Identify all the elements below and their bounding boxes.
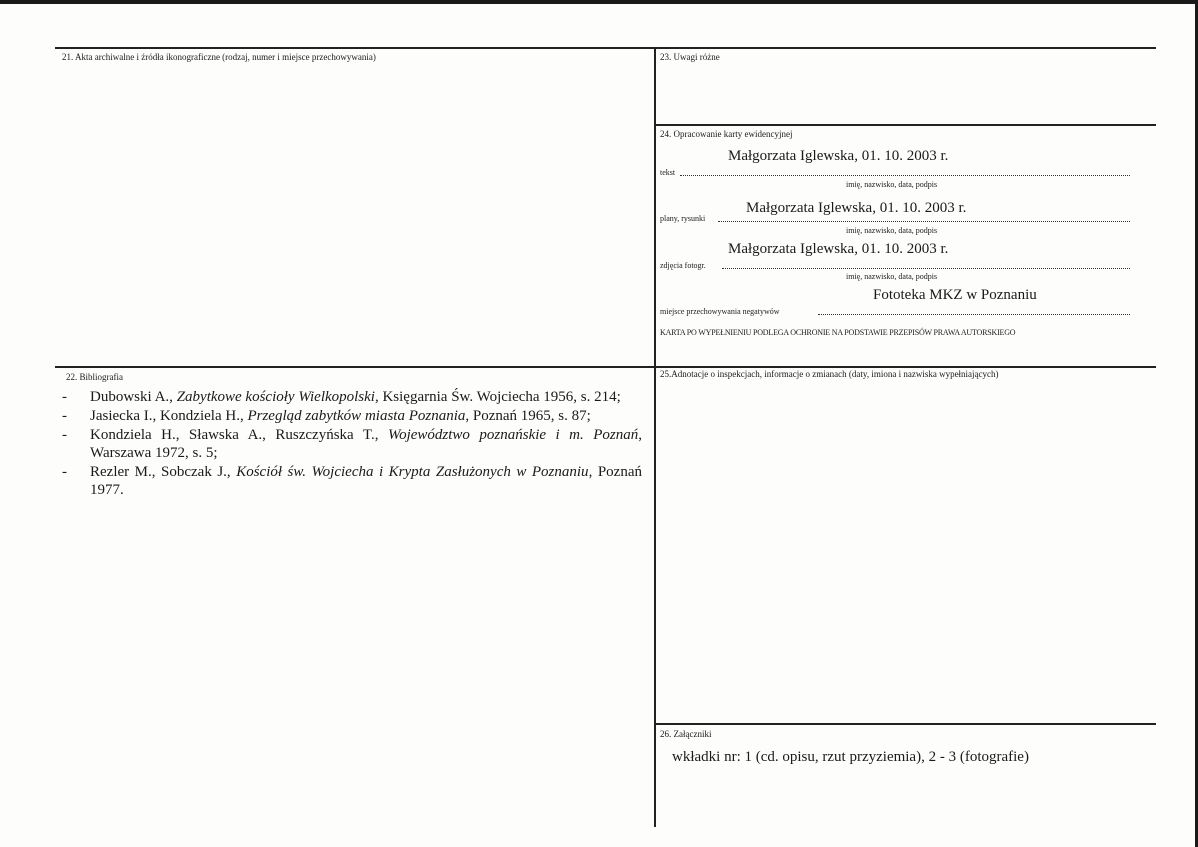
section24-photos-dotline bbox=[722, 268, 1130, 269]
section24-copyright-notice: KARTA PO WYPEŁNIENIU PODLEGA OCHRONIE NA PODSTAWIE PRZEPISÓW PRAWA AUTORSKIEGO bbox=[660, 328, 1016, 337]
section24-photos-caption: imię, nazwisko, data, podpis bbox=[846, 272, 938, 281]
section24-text-caption: imię, nazwisko, data, podpis bbox=[846, 180, 938, 189]
section24-plans-value: Małgorzata Iglewska, 01. 10. 2003 r. bbox=[746, 200, 967, 216]
section24-negatives-value: Fototeka MKZ w Poznaniu bbox=[873, 287, 1037, 303]
section24-photos-value: Małgorzata Iglewska, 01. 10. 2003 r. bbox=[728, 241, 949, 257]
section24-text-label: tekst bbox=[660, 168, 676, 177]
section24-text-dotline bbox=[680, 175, 1130, 176]
bibliography-item: - Rezler M., Sobczak J., Kościół św. Wojciecha i Krypta Zasłużonych w Poznaniu, Poznań 1977. bbox=[62, 464, 642, 498]
section24-label: 24. Opracowanie karty ewidencyjnej bbox=[660, 129, 793, 139]
section25-label: 25.Adnotacje o inspekcjach, informacje o zmianach (daty, imiona i nazwiska wypełniających) bbox=[660, 369, 999, 379]
section24-negatives-label: miejsce przechowywania negatywów bbox=[660, 307, 780, 316]
section21-label: 21. Akta archiwalne i źródła ikonograficzne (rodzaj, numer i miejsce przechowywania) bbox=[62, 52, 376, 62]
section24-plans-label: plany, rysunki bbox=[660, 214, 706, 223]
center-vertical-rule bbox=[654, 47, 656, 827]
section26-label: 26. Załączniki bbox=[660, 729, 712, 739]
section24-photos-label: zdjęcia fotogr. bbox=[660, 261, 706, 270]
section23-label: 23. Uwagi różne bbox=[660, 52, 720, 62]
section24-plans-dotline bbox=[718, 221, 1130, 222]
middle-horizontal-rule bbox=[55, 366, 1156, 368]
section24-negatives-dotline bbox=[818, 314, 1130, 315]
section26-value: wkładki nr: 1 (cd. opisu, rzut przyziemia), 2 - 3 (fotografie) bbox=[672, 749, 1029, 765]
top-rule bbox=[55, 47, 1156, 49]
rule-above-section24 bbox=[655, 124, 1156, 126]
bibliography-list bbox=[62, 388, 642, 500]
bibliography-item: - Dubowski A., Zabytkowe kościoły Wielkopolski, Księgarnia Św. Wojciecha 1956, s. 214; bbox=[62, 389, 621, 405]
bibliography-item: - Kondziela H., Sławska A., Ruszczyńska T., Województwo poznańskie i m. Poznań, Warszawa 1972, s. 5; bbox=[62, 427, 642, 461]
section24-plans-caption: imię, nazwisko, data, podpis bbox=[846, 226, 938, 235]
section22-label: 22. Bibliografia bbox=[66, 372, 123, 382]
scan-top-edge bbox=[0, 0, 1198, 4]
rule-above-section26 bbox=[655, 723, 1156, 725]
bibliography-item: - Jasiecka I., Kondziela H., Przegląd zabytków miasta Poznania, Poznań 1965, s. 87; bbox=[62, 408, 591, 424]
section24-text-value: Małgorzata Iglewska, 01. 10. 2003 r. bbox=[728, 148, 949, 164]
